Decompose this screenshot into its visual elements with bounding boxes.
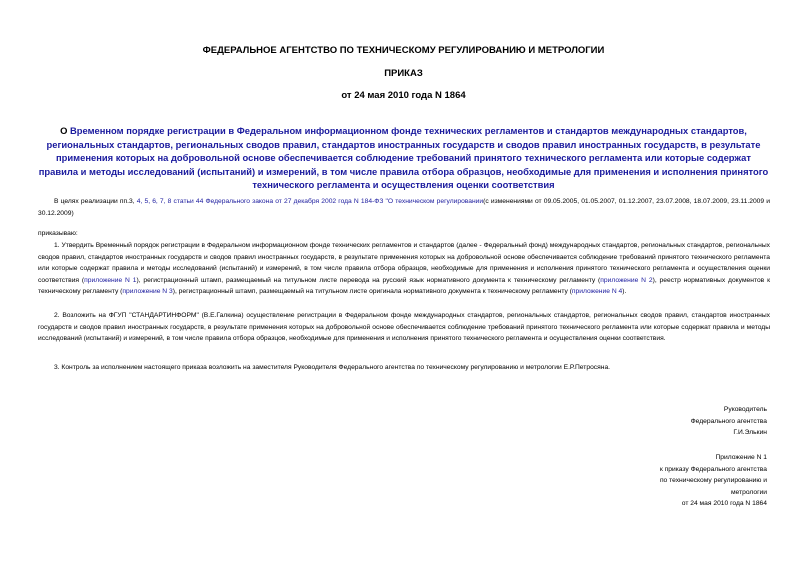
item-1-text: ), реестр нормативных документов к техническому регламенту (	[38, 276, 771, 296]
item-1-text: ).	[622, 288, 627, 296]
signature-block	[691, 404, 767, 439]
appendix-reference-line: к приказу Федерального агентства	[659, 465, 767, 473]
appendix-reference-line: метрологии	[730, 488, 767, 496]
item-1-paragraph	[38, 240, 770, 298]
item-1-text: ), регистрационный штамп, размещаемый на титульном листе перевода на русский язык нормативного документа к техническому регламенту (	[136, 276, 601, 284]
item-1-text: ), регистрационный штамп, размещаемый на титульном листе оригинала нормативного документа к техническому регламенту (	[172, 288, 572, 296]
preamble-text-start: В целях реализации пп.3,	[54, 198, 137, 205]
appendix-header	[660, 452, 767, 510]
preamble-text-end: (с изменениями от 09.05.2005, 01.05.2007, 01.12.2007, 23.07.2008, 18.07.2009, 23.11.2009 и 30.12.2009)	[38, 198, 770, 217]
appendix-3-link[interactable]: приложение N 3	[122, 288, 173, 296]
appendix-reference-line: по техническому регулированию и	[659, 477, 767, 485]
document-title	[36, 124, 771, 192]
appendix-2-link[interactable]: приложение N 2	[600, 276, 653, 284]
title-link[interactable]: Временном порядке регистрации в Федеральном информационном фонде технических регламентов и стандартов международных стандартов, региональных стандартов, региональных сводов правил, стандартов иностранных государств и сводов правил иностранных государств, в результате применения которых на добровольной основе обеспечивается соблюдение требований принятого технического регламента или которые содержат правила и методы исследований (испытаний) и измерений, в том числе правила отбора образцов, необходимые для применения и исполнения принятого технического регламента и осуществления оценки соответствия	[38, 125, 769, 191]
agency-heading: ФЕДЕРАЛЬНОЕ АГЕНТСТВО ПО ТЕХНИЧЕСКОМУ РЕГУЛИРОВАНИЮ И МЕТРОЛОГИИ	[202, 45, 605, 56]
appendix-date-number: от 24 мая 2010 года N 1864	[681, 500, 767, 508]
appendix-4-link[interactable]: приложение N 4	[571, 288, 623, 296]
item-3-paragraph: 3. Контроль за исполнением настоящего приказа возложить на заместителя Руководителя Федерального агентства по техническому регулированию и метрологии Е.Р.Петросяна.	[54, 364, 611, 371]
document-type-heading: ПРИКАЗ	[384, 68, 423, 79]
appendix-1-link[interactable]: приложение N 1	[84, 276, 137, 284]
signature-agency: Федерального агентства	[690, 417, 767, 425]
signature-name: Г.И.Элькин	[733, 429, 767, 437]
appendix-number: Приложение N 1	[715, 454, 767, 461]
title-prefix: О	[60, 125, 70, 136]
document-date-number: от 24 мая 2010 года N 1864	[341, 90, 466, 101]
preamble-paragraph	[38, 196, 770, 219]
item-2-paragraph: 2. Возложить на ФГУП "СТАНДАРТИНФОРМ" (В.Е.Галкина) осуществление регистрации в Федеральном фонде международных стандартов, региональных стандартов, региональных сводов правил, стандартов иностранных государств и сводов правил иностранных государств, в результате применения которых на добровольной основе обеспечивается соблюдение требований принятого технического регламента или которые содержат правила и методы исследований (испытаний) и измерений, в том числе правила отбора образцов, необходимые для применения и исполнения принятого технического регламента и осуществления оценки соответствия.	[38, 312, 770, 343]
order-word: приказываю:	[38, 230, 78, 237]
federal-law-link[interactable]: 4, 5, 6, 7, 8 статьи 44 Федерального закона от 27 декабря 2002 года N 184-ФЗ "О техническом регулировании	[136, 198, 484, 205]
item-1-text: 1. Утвердить Временный порядок регистрации в Федеральном информационном фонде технических регламентов и стандартов (далее - Федеральный фонд) международных стандартов, региональных стандартов, региональных сводов правил, стандартов иностранных государств и сводов правил иностранных государств, в результате применения которых на добровольной основе обеспечивается соблюдение требований принятого технического регламента или которые содержат правила и методы исследований (испытаний) и измерений, в том числе правила отбора образцов, необходимые для применения и исполнения принятого технического регламента и осуществления оценки соответствия (	[38, 242, 770, 284]
signature-title: Руководитель	[723, 406, 767, 413]
